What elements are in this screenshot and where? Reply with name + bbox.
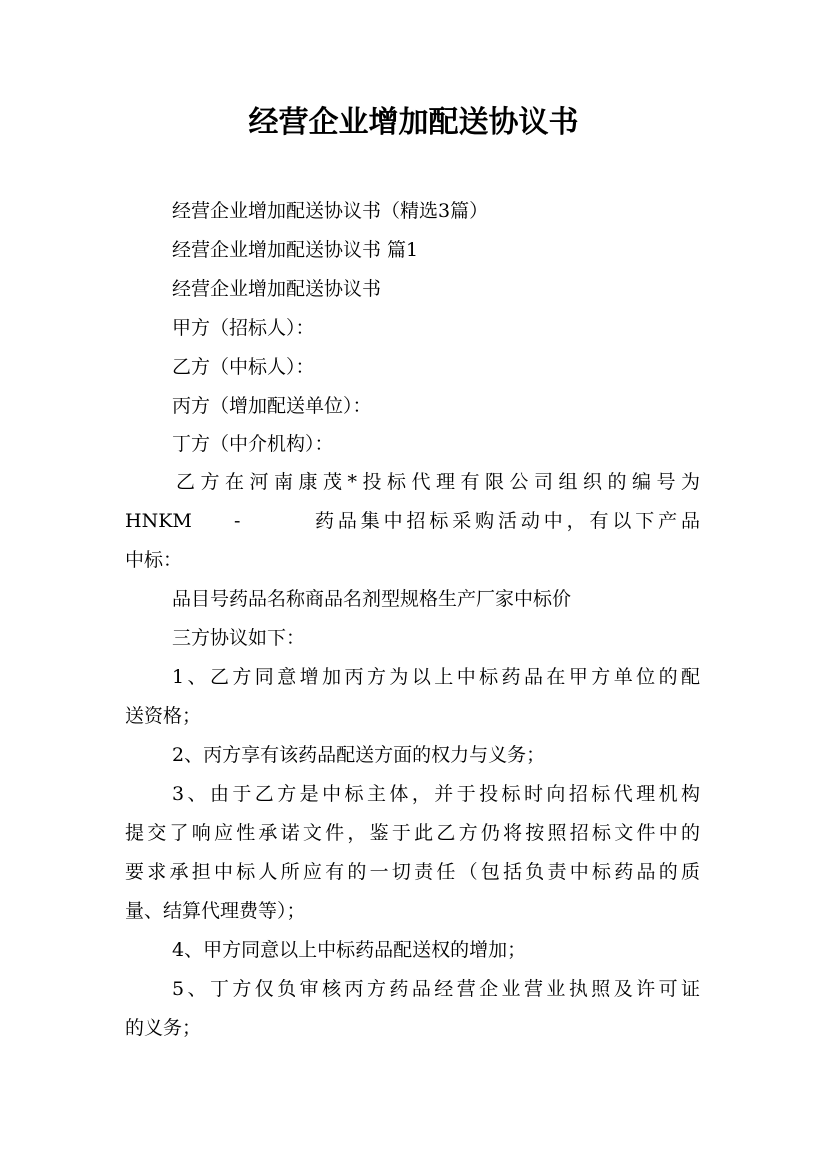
clause-5-line-2: 的义务； — [125, 1017, 202, 1039]
party-a: 甲方（招标人）： — [172, 317, 315, 339]
clause-5-line-1: 5、丁方仅负审核丙方药品经营企业营业执照及许可证 — [172, 978, 700, 1000]
intro-line-1: 乙方在河南康茂*投标代理有限公司组织的编号为 — [176, 471, 700, 493]
agreement-intro: 三方协议如下： — [172, 627, 306, 649]
table-header-text: 品目号药品名称商品名剂型规格生产厂家中标价 — [172, 588, 572, 610]
clause-1-line-2: 送资格； — [125, 705, 202, 727]
clause-4: 4、甲方同意以上中标药品配送权的增加； — [172, 939, 527, 961]
agreement-name: 经营企业增加配送协议书 — [172, 278, 382, 300]
clause-3-line-3: 要求承担中标人所应有的一切责任（包括负责中标药品的质 — [125, 861, 700, 883]
intro-line-3: 中标： — [125, 549, 183, 571]
clause-3-line-1: 3、由于乙方是中标主体，并于投标时向招标代理机构 — [172, 783, 700, 805]
bid-code-dash: - — [234, 510, 241, 532]
intro-line-2-text: 药品集中招标采购活动中，有以下产品 — [315, 510, 700, 532]
party-d: 丁方（中介机构）： — [172, 433, 334, 455]
section-heading: 经营企业增加配送协议书 篇1 — [172, 239, 419, 261]
clause-3-line-4: 量、结算代理费等）； — [125, 900, 306, 922]
party-b: 乙方（中标人）： — [172, 356, 315, 378]
clause-2: 2、丙方享有该药品配送方面的权力与义务； — [172, 744, 546, 766]
clause-1-line-1: 1、乙方同意增加丙方为以上中标药品在甲方单位的配 — [172, 666, 700, 688]
document-title: 经营企业增加配送协议书 — [248, 105, 579, 140]
subtitle: 经营企业增加配送协议书（精选3篇） — [172, 200, 489, 222]
clause-3-line-2: 提交了响应性承诺文件，鉴于此乙方仍将按照招标文件中的 — [125, 822, 700, 844]
bid-code: HNKM — [125, 510, 192, 532]
party-c: 丙方（增加配送单位）： — [172, 395, 372, 417]
